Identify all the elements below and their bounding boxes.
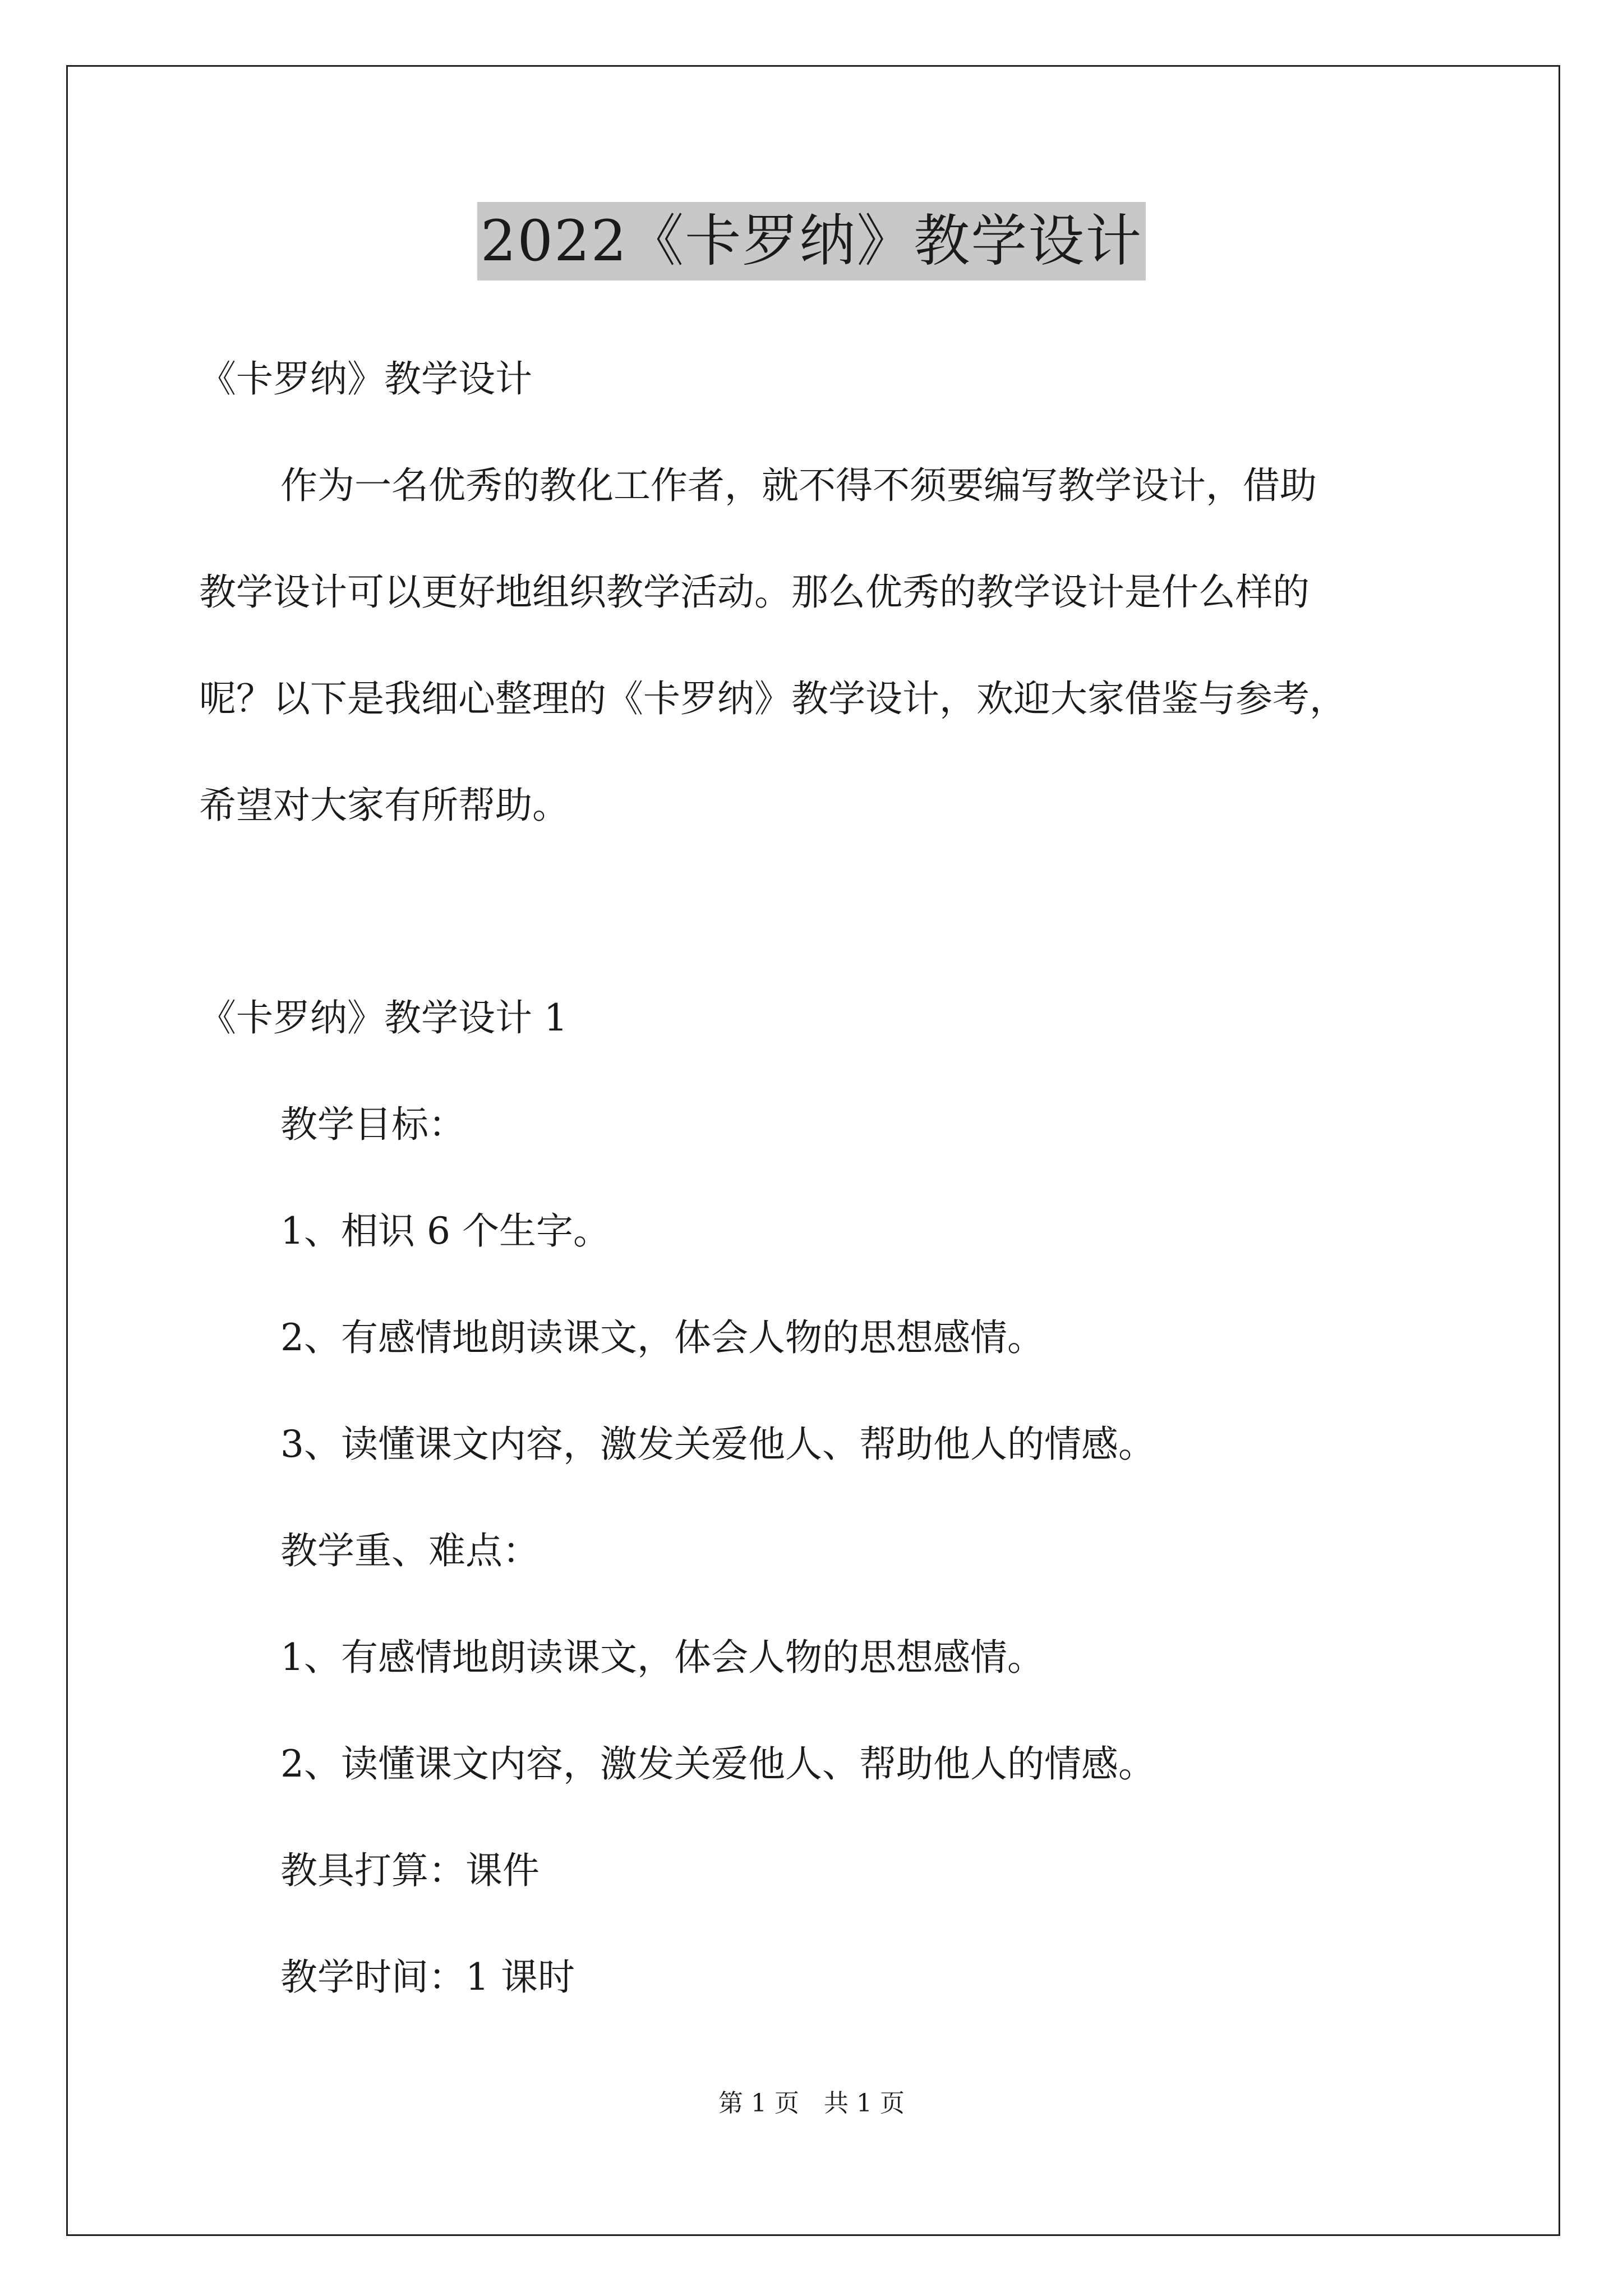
document-subtitle: 《卡罗纳》教学设计 <box>199 357 532 401</box>
intro-line: 呢？以下是我细心整理的《卡罗纳》教学设计，欢迎大家借鉴与参考， <box>199 677 1347 720</box>
body-line: 2、有感情地朗读课文，体会人物的思想感情。 <box>280 1316 1044 1359</box>
body-line: 教学重、难点： <box>280 1529 540 1572</box>
body-line: 2、读懂课文内容，激发关爱他人、帮助他人的情感。 <box>280 1742 1155 1786</box>
body-line: 教学目标： <box>280 1103 465 1146</box>
body-line: 1、有感情地朗读课文，体会人物的思想感情。 <box>280 1636 1044 1679</box>
document-title: 2022《卡罗纳》教学设计 <box>477 202 1146 280</box>
intro-line: 教学设计可以更好地组织教学活动。那么优秀的教学设计是什么样的 <box>199 570 1310 614</box>
section-heading: 《卡罗纳》教学设计 1 <box>199 996 568 1039</box>
body-line: 3、读懂课文内容，激发关爱他人、帮助他人的情感。 <box>280 1423 1155 1466</box>
intro-line: 希望对大家有所帮助。 <box>199 784 569 827</box>
body-line: 教学时间：1 课时 <box>280 1955 575 1999</box>
page-footer: 第 1 页 共 1 页 <box>718 2089 905 2118</box>
intro-line: 作为一名优秀的教化工作者，就不得不须要编写教学设计，借助 <box>280 464 1317 507</box>
body-line: 1、相识 6 个生字。 <box>280 1209 610 1253</box>
body-line: 教具打算：课件 <box>280 1849 540 1892</box>
title-container <box>0 202 1623 280</box>
